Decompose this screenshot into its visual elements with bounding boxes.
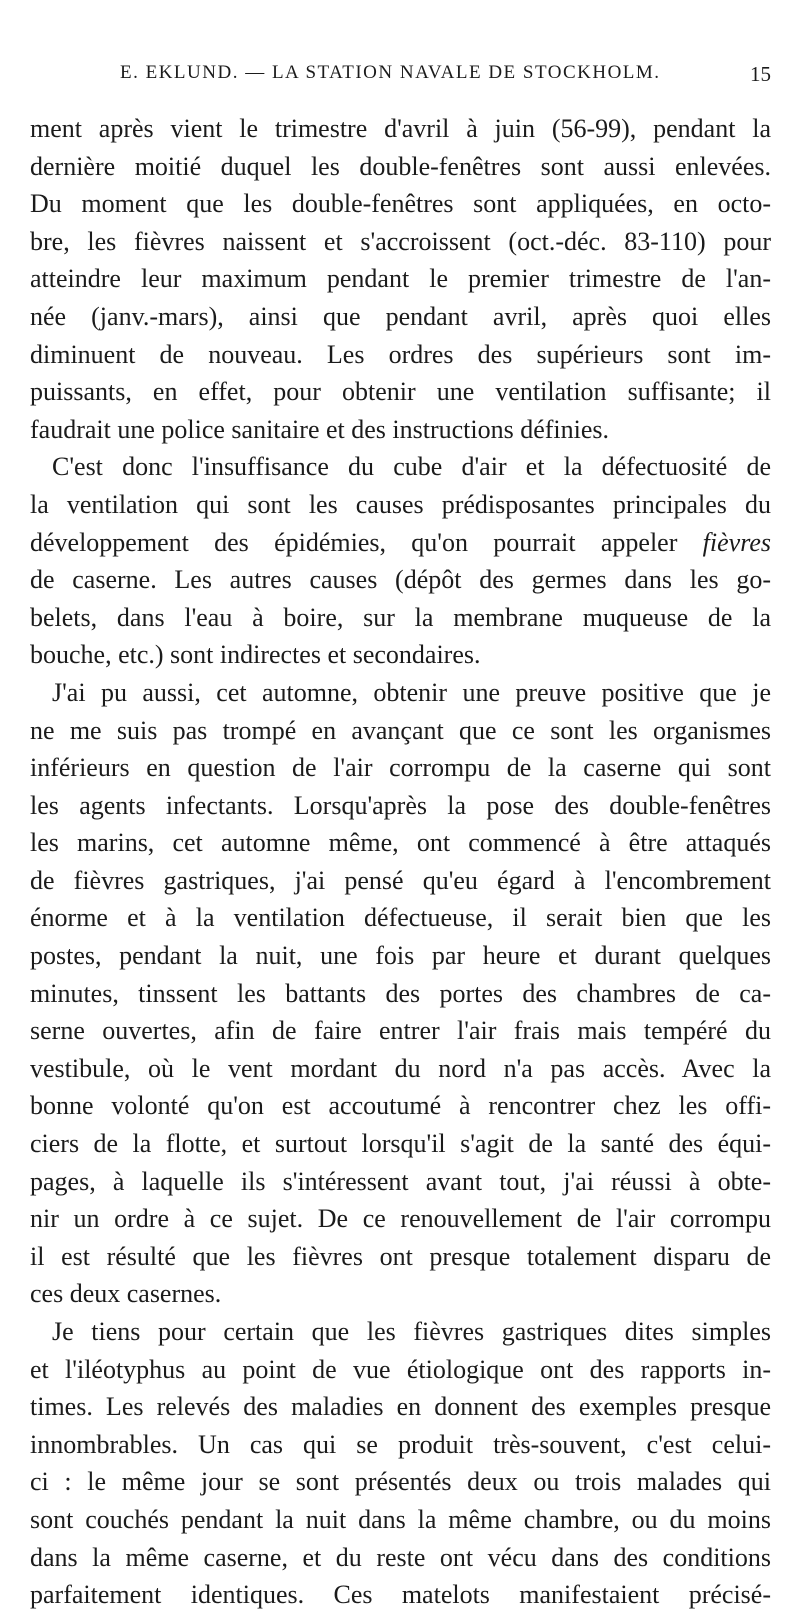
text-line: les agents infectants. Lorsqu'après la pose des double-fenêtres (30, 790, 771, 820)
text-line: diminuent de nouveau. Les ordres des supérieurs sont im- (30, 339, 771, 369)
text-line: sont couchés pendant la nuit dans la même chambre, ou du moins (30, 1504, 771, 1534)
text-line: atteindre leur maximum pendant le premier trimestre de l'an- (30, 264, 771, 294)
text-line: énorme et à la ventilation défectueuse, il serait bien que les (30, 903, 771, 933)
text-line: Du moment que les double-fenêtres sont appliquées, en octo- (30, 189, 771, 219)
text-line: de caserne. Les autres causes (dépôt des germes dans les go- (30, 565, 771, 595)
text-line: minutes, tinssent les battants des portes des chambres de ca- (30, 978, 771, 1008)
text-line: bouche, etc.) sont indirectes et secondaires. (30, 640, 481, 670)
text-line: dans la même caserne, et du reste ont vécu dans des conditions (30, 1542, 771, 1572)
running-head (30, 62, 771, 92)
text-line: pages, à laquelle ils s'intéressent avant tout, j'ai réussi à obte- (30, 1166, 771, 1196)
text-line: belets, dans l'eau à boire, sur la membrane muqueuse de la (30, 602, 771, 632)
text-line: parfaitement identiques. Ces matelots manifestaient précisé- (30, 1580, 771, 1610)
text-line: née (janv.-mars), ainsi que pendant avril, après quoi elles (30, 301, 771, 331)
text-line: la ventilation qui sont les causes prédisposantes principales du (30, 489, 771, 519)
text-line: et l'iléotyphus au point de vue étiologique ont des rapports in- (30, 1354, 771, 1384)
text-line-with-italic (30, 524, 771, 562)
text-line: vestibule, où le vent mordant du nord n'a pas accès. Avec la (30, 1053, 771, 1083)
text-line: puissants, en effet, pour obtenir une ventilation suffisante; il (30, 377, 771, 407)
text-line: serne ouvertes, afin de faire entrer l'air frais mais tempéré du (30, 1016, 771, 1046)
page-number: 15 (750, 62, 771, 86)
body-text (30, 110, 771, 1614)
text-line: ci : le même jour se sont présentés deux ou trois malades qui (30, 1467, 771, 1497)
text-line: innombrables. Un cas qui se produit très-souvent, c'est celui- (30, 1429, 771, 1459)
text-line: nir un ordre à ce sujet. De ce renouvellement de l'air corrompu (30, 1204, 771, 1234)
text-line: bonne volonté qu'on est accoutumé à rencontrer chez les offi- (30, 1091, 771, 1121)
running-title: E. EKLUND. — LA STATION NAVALE DE STOCKHOLM. (120, 62, 661, 83)
text-line: dernière moitié duquel les double-fenêtres sont aussi enlevées. (30, 151, 771, 181)
text-line: les marins, cet automne même, ont commencé à être attaqués (30, 828, 771, 858)
text-line: times. Les relevés des maladies en donnent des exemples presque (30, 1392, 771, 1422)
text-line: postes, pendant la nuit, une fois par heure et durant quelques (30, 941, 771, 971)
text-line: de fièvres gastriques, j'ai pensé qu'eu égard à l'encombrement (30, 865, 771, 895)
paragraph-start-line: J'ai pu aussi, cet automne, obtenir une preuve positive que je (52, 677, 771, 707)
italic-term: fièvres (702, 527, 772, 557)
text-fragment: développement des épidémies, qu'on pourrait appeler (30, 527, 678, 557)
paragraph-start-line: C'est donc l'insuffisance du cube d'air et la défectuosité de (52, 452, 771, 482)
text-line: ment après vient le trimestre d'avril à juin (56-99), pendant la (30, 114, 771, 143)
paragraph-start-line: Je tiens pour certain que les fièvres gastriques dites simples (52, 1317, 771, 1346)
text-line: inférieurs en question de l'air corrompu de la caserne qui sont (30, 753, 771, 783)
text-line: ces deux casernes. (30, 1279, 222, 1309)
text-line: ne me suis pas trompé en avançant que ce sont les organismes (30, 715, 771, 745)
text-line: bre, les fièvres naissent et s'accroissent (oct.-déc. 83-110) pour (30, 226, 771, 256)
text-line: il est résulté que les fièvres ont presque totalement disparu de (30, 1241, 771, 1271)
text-line: faudrait une police sanitaire et des instructions définies. (30, 414, 610, 444)
text-line: ciers de la flotte, et surtout lorsqu'il s'agit de la santé des équi- (30, 1129, 771, 1159)
